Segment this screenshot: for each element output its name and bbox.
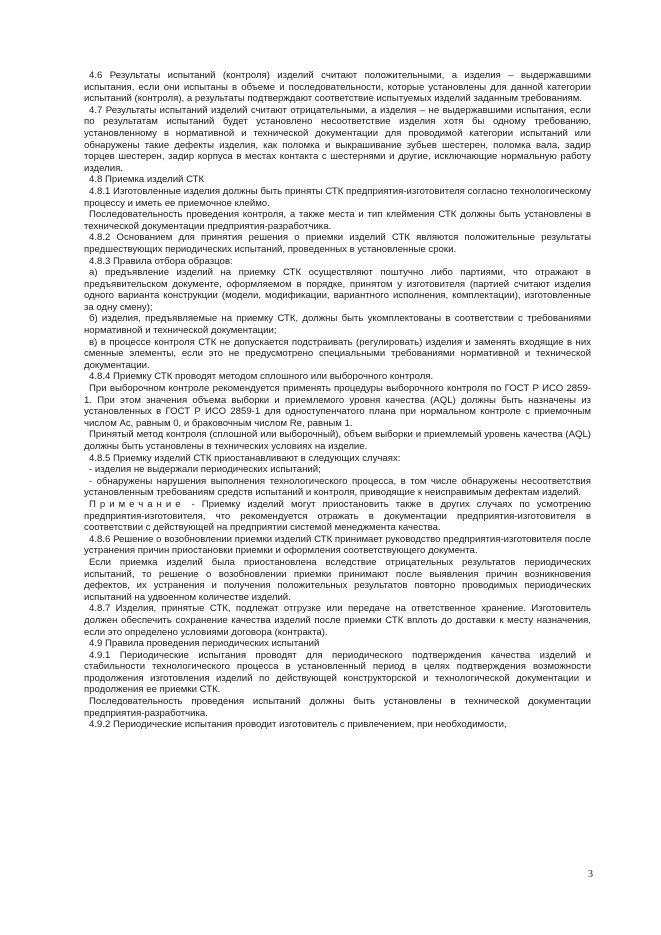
paragraph-4-9-2: 4.9.2 Периодические испытания проводит изготовитель с привлечением, при необходимости,	[89, 719, 507, 731]
list-item-a: а) предъявление изделий на приемку СТК осуществляют поштучно либо партиями, что отражают в предъявительском документе, оформляемом в порядке, принятом у изготовителя (партией считают изделия одного варианта конструкции (модели, модификации, вариантного исполнения, комплектации), изготовленные за одну смену);	[84, 267, 591, 313]
paragraph-resume: Если приемка изделий была приостановлена вследствие отрицательных результатов периодических испытаний, то решение о возобновлении приемки принимают после выявления причин возникновения дефектов, их устранения и получения положительных результатов повторно проводимых периодических испытаний на удвоенном количестве изделий.	[84, 556, 591, 603]
note-label: Примечание	[89, 498, 185, 510]
heading-4-8-5: 4.8.5 Приемку изделий СТК приостанавливают в следующих случаях:	[89, 452, 401, 464]
document-page	[84, 70, 591, 731]
paragraph-4-8-1: 4.8.1 Изготовленные изделия должны быть приняты СТК предприятия-изготовителя согласно технологическому процессу и иметь ее приемочное клеймо.	[84, 185, 591, 209]
page-number: 3	[588, 869, 593, 880]
paragraph-4-8-2: 4.8.2 Основанием для принятия решения о приемки изделий СТК являются положительные результаты предшествующих периодических испытаний, проведенных в установленные сроки.	[84, 232, 591, 255]
note-paragraph	[84, 499, 591, 534]
paragraph-control-method: Принятый метод контроля (сплошной или выборочный), объем выборки и приемлемый уровень качества (AQL) должны быть установлены в технических условиях на изделие.	[84, 429, 591, 452]
paragraph-4-9-1: 4.9.1 Периодические испытания проводят для периодического подтверждения качества изделий и стабильности технологического процесса в установленный период в целях подтверждения возможности продолжения изготовления изделий по действующей конструкторской и технологической документации и продолжения ее приемки СТК.	[84, 649, 591, 696]
paragraph-sampling: При выборочном контроле рекомендуется применять процедуры выборочного контроля по ГОСТ Р ИСО 2859-1. При этом значения объема выборки и приемлемого уровня качества (AQL) должны быть назначены из установленных в ГОСТ Р ИСО 2859-1 для одноступенчатого плана при нормальном контроле с приемочным числом Ас, равным 0, и браковочным числом Re, равным 1.	[84, 383, 591, 429]
heading-4-8: 4.8 Приемка изделий СТК	[89, 174, 205, 186]
list-item-dash-2: - обнаружены нарушения выполнения технологического процесса, в том числе обнаружены несоответствия установленным требованиям средств испытаний и контроля, приводящие к неисправимым дефектам изделий.	[84, 475, 591, 499]
heading-4-8-4: 4.8.4 Приемку СТК проводят методом сплошного или выборочного контроля.	[89, 371, 434, 383]
paragraph-4-6: 4.6 Результаты испытаний (контроля) изделий считают положительными, а изделия – выдержавшими испытания, если они испытаны в объеме и последовательности, которые установлены для данной категории испытаний (контроля), а результаты подтверждают соответствие испытуемых изделий заданным требованиям.	[84, 70, 591, 105]
heading-4-9: 4.9 Правила проведения периодических испытаний	[89, 638, 320, 650]
paragraph-test-sequence: Последовательность проведения испытаний должны быть установлены в технической документации предприятия-разработчика.	[84, 696, 591, 719]
paragraph-4-7: 4.7 Результаты испытаний изделий считают отрицательными, а изделия – не выдержавшими испытания, если по результатам испытаний будет установлено несоответствие изделия хотя бы одному требованию, установленному в нормативной и технической документации для проводимой категории испытаний или обнаружены такие дефекты изделия, как поломка и выкрашивание зубьев шестерен, поломка вала, задир торцев шестерен, задир корпуса в местах контакта с шестернями и другие, исключающие нормальную работу изделия.	[84, 104, 591, 174]
list-item-dash-1: - изделия не выдержали периодических испытаний;	[89, 464, 321, 476]
paragraph-4-8-7: 4.8.7 Изделия, принятые СТК, подлежат отгрузке или передаче на ответственное хранение. Изготовитель должен обеспечить сохранение качества изделий после приемки СТК вплоть до доставки к месту назначения, если это определено условиями договора (контракта).	[84, 603, 591, 638]
list-item-b: б) изделия, предъявляемые на приемку СТК, должны быть укомплектованы в соответствии с требованиями нормативной и технической документации;	[84, 313, 591, 337]
paragraph-marking: Последовательность проведения контроля, а также места и тип клеймения СТК должны быть установлены в технической документации предприятия-разработчика.	[84, 209, 591, 232]
note-text: - Приемку изделий могут приостановить также в других случаях по усмотрению предприятия-изготовителя, что рекомендуется отражать в документации предприятия-изготовителя в соответствии с действующей на предприятии системой менеджмента качества.	[84, 498, 591, 534]
heading-4-8-3: 4.8.3 Правила отбора образцов:	[89, 255, 233, 267]
list-item-v: в) в процессе контроля СТК не допускается подстраивать (регулировать) изделия и заменять входящие в них сменные элементы, если это не предусмотрено специальными требованиями нормативной и технической документации.	[84, 336, 591, 371]
paragraph-4-8-6: 4.8.6 Решение о возобновлении приемки изделий СТК принимает руководство предприятия-изготовителя после устранения причин приостановки приемки и оформления соответствующего документа.	[84, 533, 591, 557]
